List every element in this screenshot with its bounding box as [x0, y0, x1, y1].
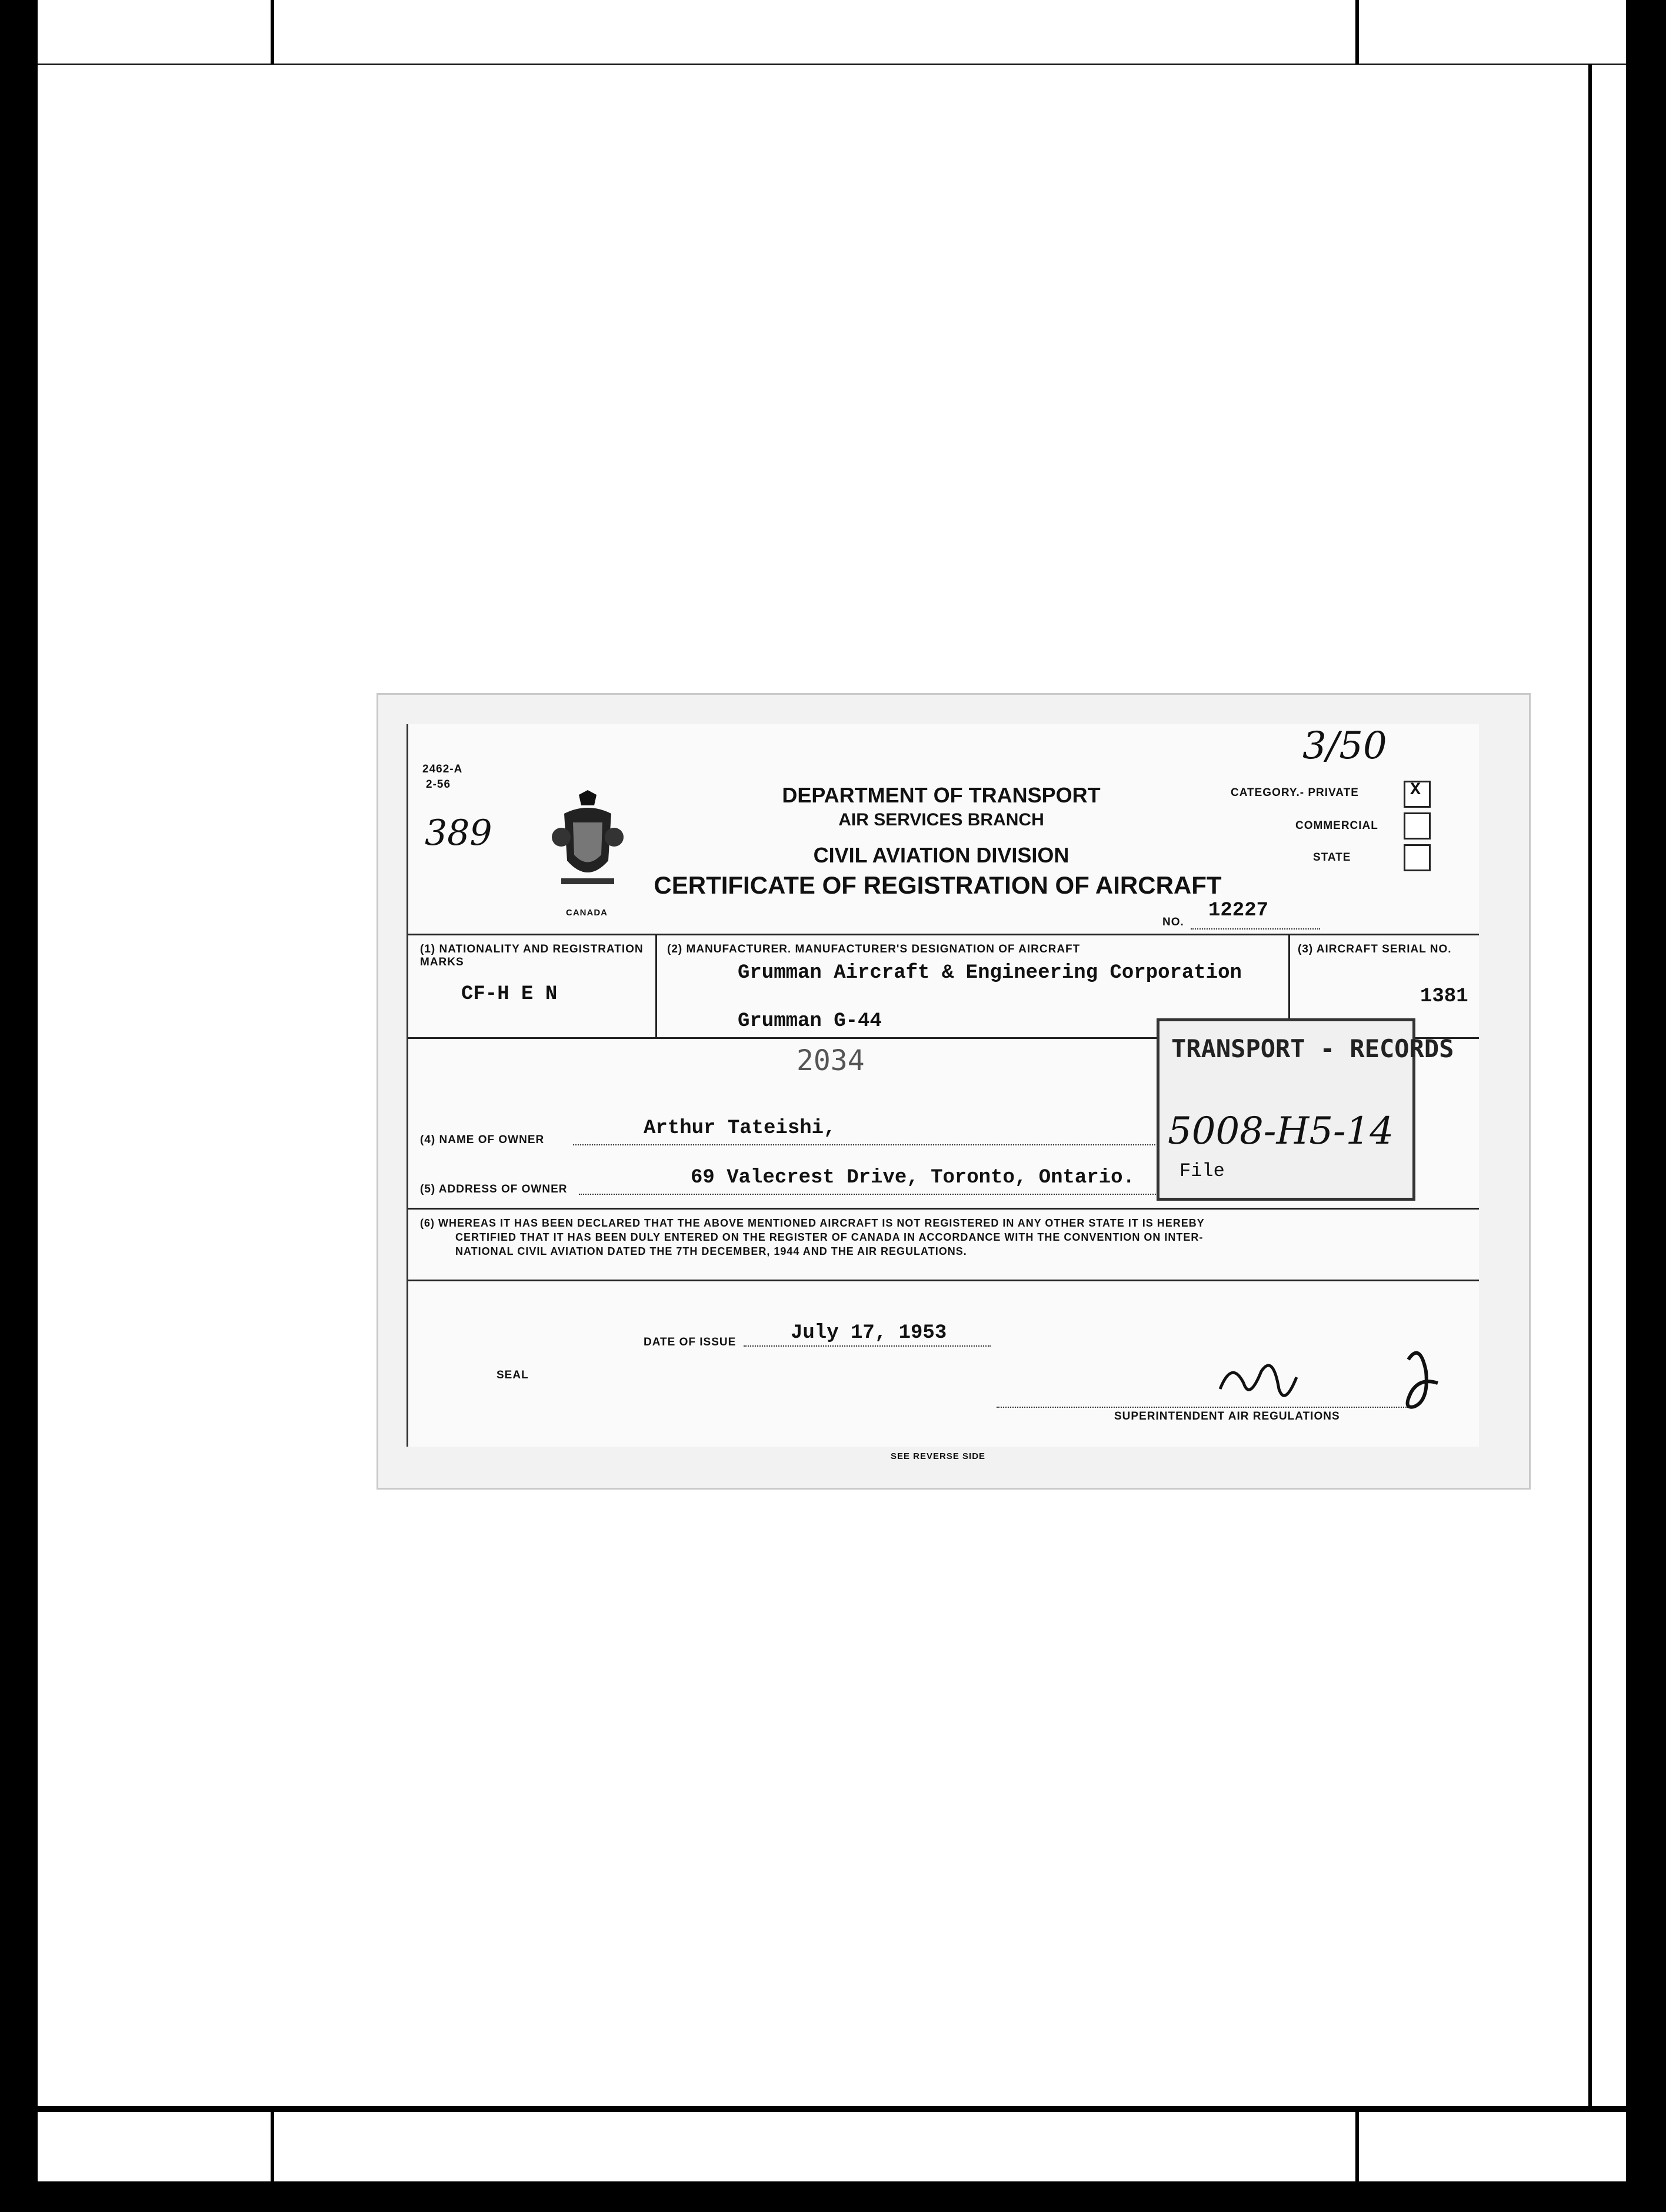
registration-certificate: [376, 693, 1531, 1490]
division-heading: CIVIL AVIATION DIVISION: [813, 843, 1069, 867]
manufacturer-name: Grumman Aircraft & Engineering Corporation: [738, 962, 1242, 984]
records-stamp: [1157, 1018, 1454, 1201]
form-date: 2-56: [426, 778, 451, 791]
frame-divider: [1355, 0, 1359, 64]
date-line: [744, 1344, 991, 1347]
aircraft-designation: Grumman G-44: [738, 1010, 882, 1032]
bottom-frame-band: [38, 2112, 1626, 2181]
frame-divider: [271, 2112, 274, 2181]
serial-label: (3) AIRCRAFT SERIAL NO.: [1298, 943, 1452, 955]
category-state-label: STATE: [1313, 851, 1351, 864]
cert-no-line: [1191, 927, 1320, 930]
private-check-mark: X: [1410, 780, 1421, 800]
manufacturer-label: (2) MANUFACTURER. MANUFACTURER'S DESIGNATION OF AIRCRAFT: [667, 943, 1081, 955]
cert-no-label: NO.: [1162, 916, 1184, 928]
crest-label: CANADA: [566, 908, 608, 918]
file-label: File: [1179, 1160, 1225, 1182]
file-number: 5008-H5-14: [1168, 1110, 1394, 1153]
certificate-body: [406, 724, 1479, 1461]
grid-rule: [408, 1280, 1479, 1281]
certificate-title: CERTIFICATE OF REGISTRATION OF AIRCRAFT: [654, 871, 1222, 899]
top-frame-band: [38, 0, 1626, 64]
commercial-checkbox: [1404, 812, 1431, 840]
certification-text-3: NATIONAL CIVIL AVIATION DATED THE 7TH DECEMBER, 1944 AND THE AIR REGULATIONS.: [455, 1245, 967, 1257]
registration-marks: CF-H E N: [461, 983, 558, 1005]
handwritten-category-note: 3/50: [1302, 724, 1387, 768]
owner-name-line: [573, 1143, 1202, 1145]
category-commercial-label: COMMERCIAL: [1295, 819, 1378, 832]
handwritten-margin-note: 389: [425, 812, 492, 854]
seal-label: SEAL: [497, 1369, 529, 1381]
owner-address: 69 Valecrest Drive, Toronto, Ontario.: [691, 1167, 1135, 1189]
certification-text-2: CERTIFIED THAT IT HAS BEEN DULY ENTERED ON THE REGISTER OF CANADA IN ACCORDANCE WITH THE CONVENTION ON INTER-: [455, 1231, 1204, 1243]
grid-rule: [408, 1208, 1479, 1210]
private-checkbox: [1404, 781, 1431, 808]
page-edge-line: [1588, 65, 1592, 2106]
state-checkbox: [1404, 844, 1431, 871]
date-of-issue-label: DATE OF ISSUE: [644, 1336, 737, 1348]
reverse-side-note: SEE REVERSE SIDE: [891, 1451, 986, 1461]
stamp-title: TRANSPORT - RECORDS: [1171, 1034, 1454, 1063]
frame-divider: [271, 0, 274, 64]
grid-rule: [655, 934, 657, 1037]
signature-icon: [1208, 1336, 1455, 1418]
category-label: CATEGORY.- PRIVATE: [1231, 787, 1359, 799]
owner-name: Arthur Tateishi,: [644, 1117, 836, 1140]
date-of-issue: July 17, 1953: [791, 1322, 947, 1344]
owner-name-label: (4) NAME OF OWNER: [420, 1134, 545, 1146]
owner-address-label: (5) ADDRESS OF OWNER: [420, 1183, 568, 1195]
nationality-label: (1) NATIONALITY AND REGISTRATION MARKS: [420, 943, 644, 968]
signer-title: SUPERINTENDENT AIR REGULATIONS: [1114, 1410, 1340, 1423]
department-heading: DEPARTMENT OF TRANSPORT: [782, 783, 1101, 807]
certification-text-1: (6) WHEREAS IT HAS BEEN DECLARED THAT THE ABOVE MENTIONED AIRCRAFT IS NOT REGISTERED IN ANY OTHER STATE IT IS HEREBY: [420, 1217, 1205, 1229]
branch-heading: AIR SERVICES BRANCH: [838, 810, 1044, 830]
serial-number: 1381: [1420, 985, 1468, 1008]
stamped-number: 2034: [797, 1044, 865, 1077]
grid-rule: [408, 934, 1479, 935]
owner-address-line: [579, 1192, 1202, 1195]
form-number: 2462-A: [422, 763, 463, 775]
frame-divider: [1355, 2112, 1359, 2181]
certificate-number: 12227: [1208, 900, 1269, 922]
